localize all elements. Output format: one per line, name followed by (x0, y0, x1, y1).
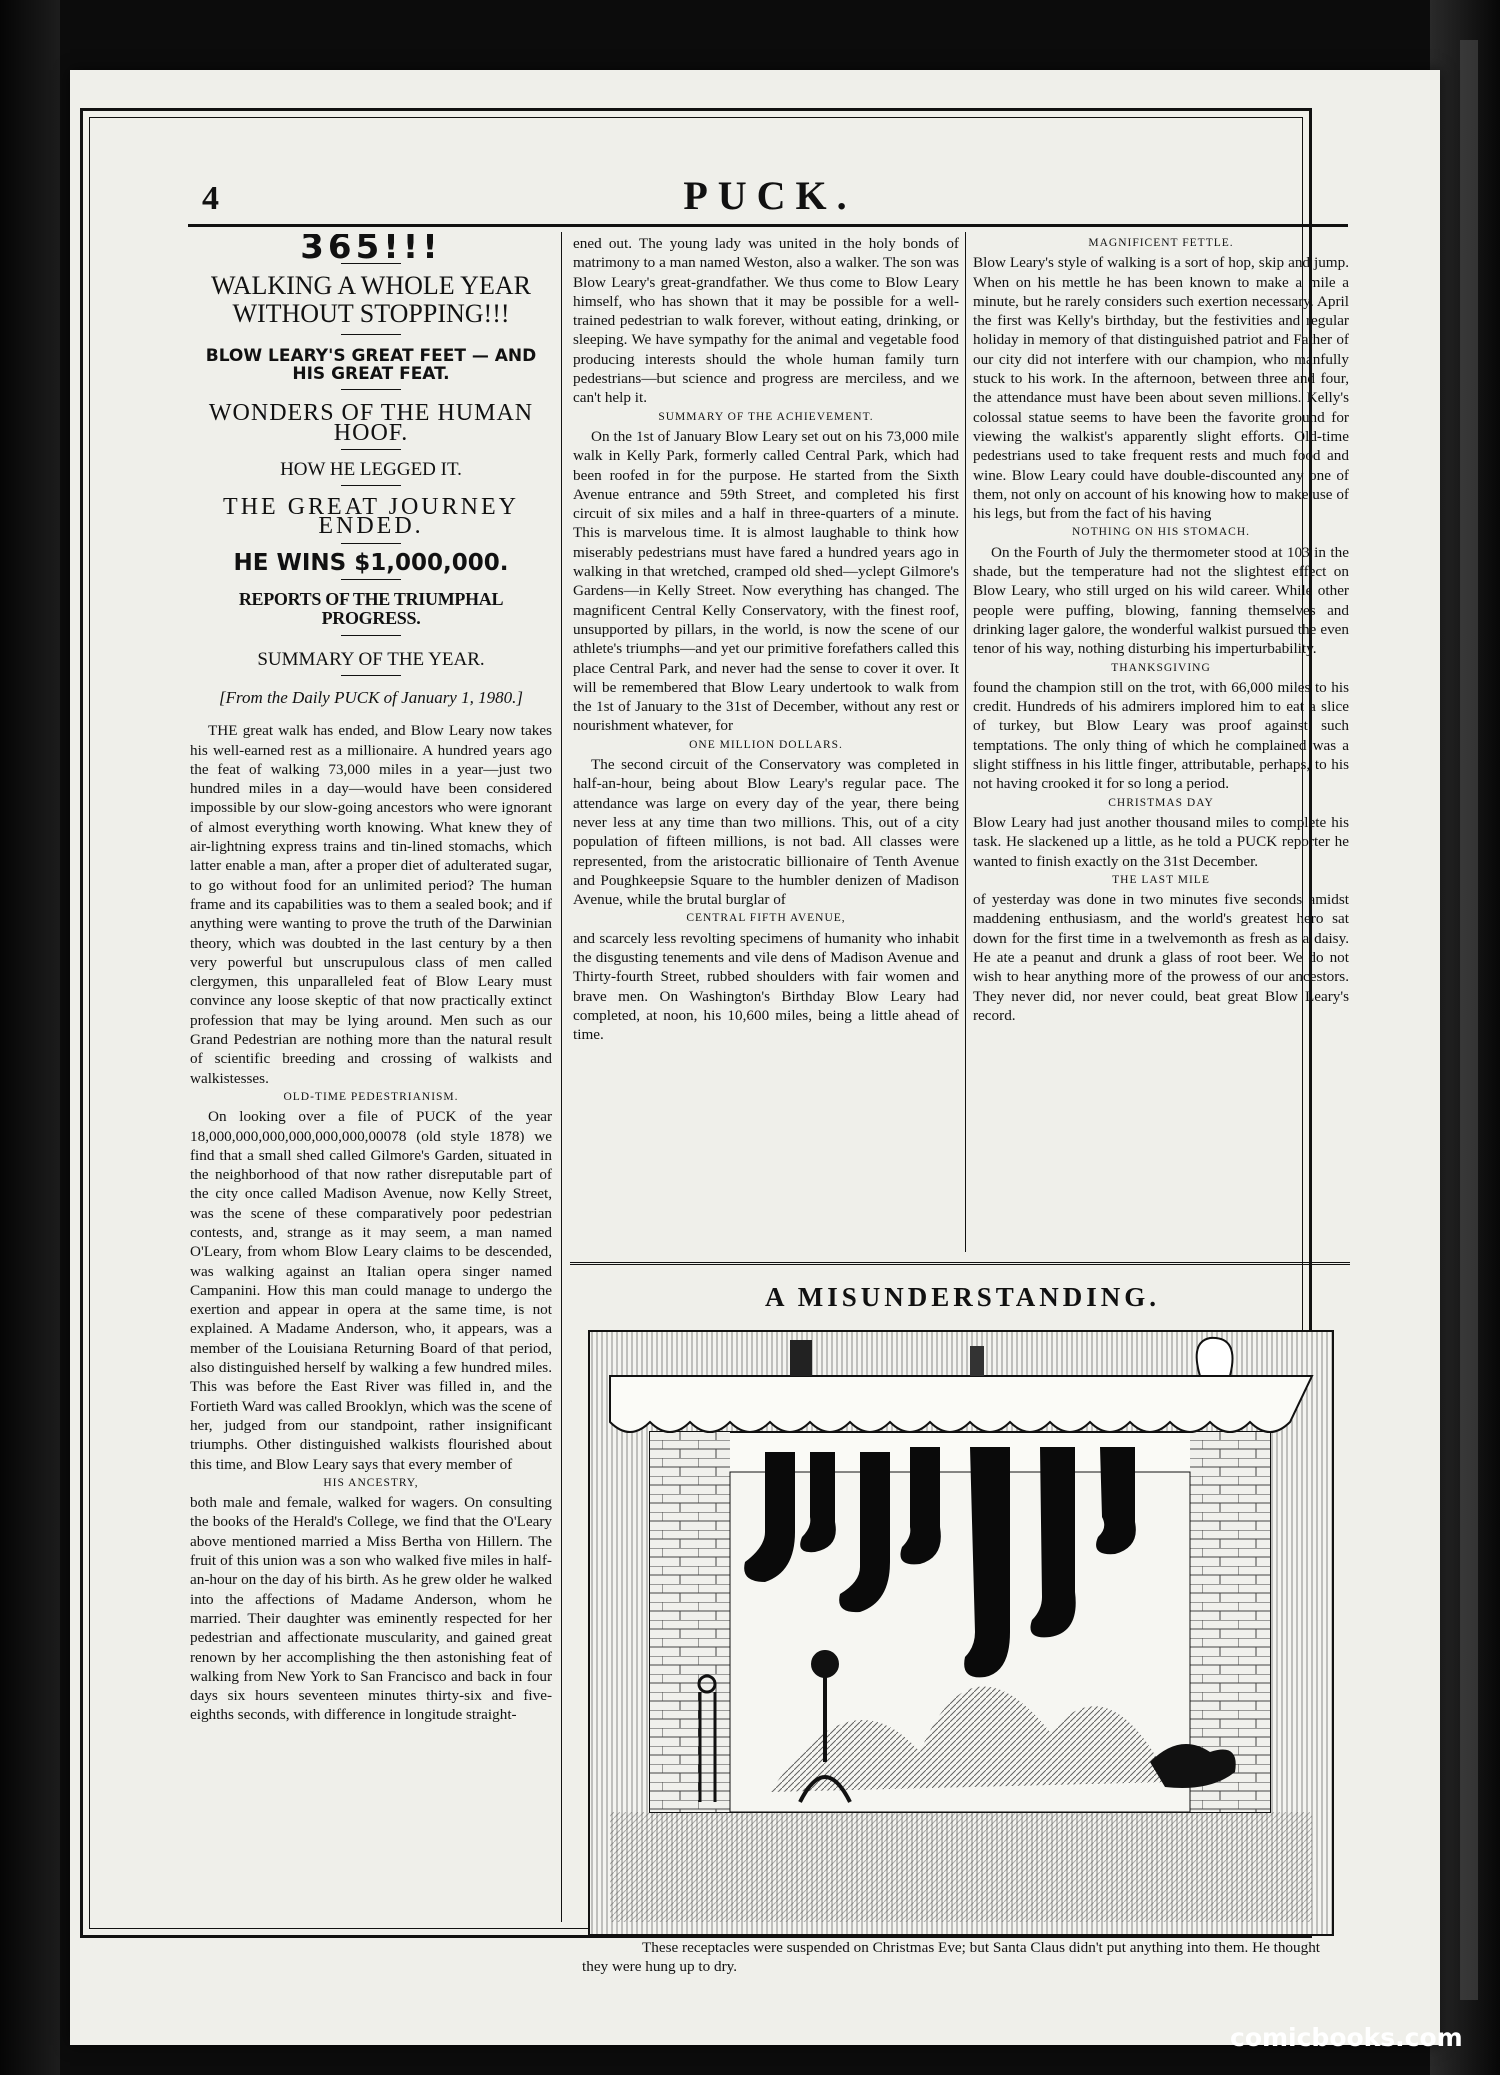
paragraph: Blow Leary had just another thousand miles to complete his task. He slackened up a little, as he told a PUCK reporter he wanted to finish exactly on the 31st December. (973, 813, 1349, 870)
page-number: 4 (202, 180, 219, 217)
illustration-title: A MISUNDERSTANDING. (764, 1282, 1161, 1312)
headline-365: 365!!! (300, 234, 442, 267)
masthead-rule (188, 224, 1348, 227)
subhead-christmas: CHRISTMAS DAY (1108, 796, 1214, 809)
paragraph: and scarcely less revolting specimens of humanity who inhabit the disgusting tenements and vile dens of Madison Avenue and Thirty-fourth Street, rubbed shoulders with fair women and brave men. On Washington's Birthday Blow Leary had completed, at noon, his 10,600 miles, being a little ahead of time. (573, 929, 959, 1044)
paragraph: On looking over a file of PUCK of the year 18,000,000,000,000,000,000,00078 (old style 1878) we find that a small shed called Gilmore's Garden, situated in the neighborhood of that now rather disreputable part of the city once called Madison Avenue, now Kelly Street, was the scene of these comparatively poor pedestrian contests, and, strange as it may seem, a man named O'Leary, from whom Blow Leary claims to be descended, was walking against an Italian opera singer named Campanini. How this man could manage to undergo the exertion and appear in opera at the same time, is not explained. A Madame Anderson, who, it appears, was a member of the Louisiana Returning Board of that period, also distinguished herself by walking a few hundred miles. This was before the East River was filled in, and the Fortieth Ward was called Brooklyn, which was the scene of her, judged from our standpoint, rather insignificant triumphs. Other distinguished walkists flourished about this time, and Blow Leary says that every member of (190, 1108, 552, 1473)
column-rule-2 (965, 232, 966, 1252)
headline-summary: SUMMARY OF THE YEAR. (257, 648, 485, 670)
paragraph: Blow Leary's style of walking is a sort of hop, skip and jump. When on his mettle he has been known to make a mile a minute, but he rarely considers such exertion necessary. April the first was Kelly's birthday, but the festivities and regular holiday in memory of that distinguished patriot and Father of our city did not interfere with our champion, who manfully stuck to his work. In the afternoon, between three and four, the attendance must have been about seven millions. Kelly's colossal statue seems to have been the favorite ground for viewing the walkist's apparently slight efforts. Old-time pedestrians used to take frequent rests and much food and wine. Blow Leary could have double-discounted any one of them, not only on account of his knowing how to make use of his legs, but from the fact of his having (973, 254, 1349, 523)
headline-wonders: WONDERS OF THE HUMAN HOOF. (208, 400, 534, 446)
subhead-fettle: MAGNIFICENT FETTLE. (1088, 237, 1234, 249)
subhead-last-mile: THE LAST MILE (1112, 873, 1210, 886)
book-spine (1460, 40, 1478, 2000)
paragraph: On the Fourth of July the thermometer stood at 103 in the shade, but the temperature had not the slightest effect on Blow Leary, who still urged on his wild career. While other people were puffing, blowing, fanning themselves and drinking lager galore, the wonderful walkist pursued the even tenor of his way, nothing disturbing his imperturbability. (973, 543, 1349, 658)
dateline: [From the Daily PUCK of January 1, 1980.] (219, 687, 523, 707)
subhead-million: ONE MILLION DOLLARS. (689, 738, 843, 751)
column-3 (973, 234, 1349, 1244)
headline-legged: HOW HE LEGGED IT. (280, 458, 462, 480)
headline-blow-leary: BLOW LEARY'S GREAT FEET — AND HIS GREAT FEAT. (205, 346, 537, 385)
paragraph: found the champion still on the trot, with 66,000 miles to his credit. Hundreds of his admirers implored him to eat a slice of turkey, but Blow Leary was proof against such temptations. The only thing of which he complained was a slight stiffness in his little finger, attributable, perhaps, to his not having crooked it for so long a period. (973, 678, 1349, 793)
column-rule-1 (561, 232, 562, 1922)
paragraph: of yesterday was done in two minutes five seconds amidst maddening enthusiasm, and the world's greatest hero sat down for the first time in a twelvemonth as fresh as a daisy. He ate a peanut and drunk a glass of root beer. We do not wish to hear anything more of the prowess of our ancestors. They never did, nor never could, beat great Blow Leary's record. (973, 891, 1349, 1024)
subhead-ancestry: HIS ANCESTRY, (323, 1476, 419, 1489)
fireplace-illustration (588, 1330, 1334, 1936)
subhead-stomach: NOTHING ON HIS STOMACH. (1071, 526, 1251, 539)
headline-journey: THE GREAT JOURNEY ENDED. (223, 494, 519, 540)
masthead: PUCK. (683, 173, 857, 218)
subhead-achievement: SUMMARY OF THE ACHIEVEMENT. (658, 410, 874, 423)
paragraph: On the 1st of January Blow Leary set out on his 73,000 mile walk in Kelly Park, formerly called Central Park, which had been roofed in for the purpose. He started from the Sixth Avenue entrance and 59th Street, and completed his first circuit of six miles and a half in three-quarters of a minute. This is marvelous time. It is almost laughable to think how miserably pedestrians must have fared a hundred years ago in walking in that wretched, cramped old shed—yclept Gilmore's Gardens—in Kelly Street. Now everything has changed. The magnificent Central Kelly Conservatory, with the finest roof, unsupported by pillars, in the world, is now the scene of our athlete's triumphs—and yet our primitive forefathers called this place Central Park, and never had the sense to cover it over. It will be remembered that Blow Leary undertook to walk from the 1st of January to the 31st of December, without any rest or nourishment whatever, for (573, 427, 959, 735)
paragraph: ened out. The young lady was united in the holy bonds of matrimony to a man named Weston, also a walker. The son was Blow Leary's great-grandfather. We thus come to Blow Leary himself, who has shown that it may be possible for a well-trained pedestrian to walk forever, without eating, drinking, or sleeping. We have sympathy for the animal and vegetable food producing interests should the whole human family turn pedestrians—but science and progress are merciless, and we can't help it. (573, 235, 959, 407)
subhead-thanksgiving: THANKSGIVING (1111, 661, 1211, 674)
column-2 (573, 234, 959, 1244)
headline-reports: REPORTS OF THE TRIUMPHAL PROGRESS. (238, 589, 504, 629)
paragraph: both male and female, walked for wagers. On consulting the books of the Herald's College, we find that the O'Leary above mentioned married a Miss Bertha von Hillern. The fruit of this union was a son who walked five miles in half-an-hour on the day of his birth. As he grew older he walked into the affections of Madame Anderson, whom he married. Their daughter was eminently respected for her pedestrian and affectionate muscularity, and gained great renown by her accomplishing the then astonishing feat of walking from New York to San Francisco and back in four days six hours seventeen minutes thirty-six and five-eighths seconds, with difference in longitude straight- (190, 1494, 552, 1724)
subhead-fifth-avenue: CENTRAL FIFTH AVENUE, (686, 912, 846, 925)
headline-wins: HE WINS $1,000,000. (233, 549, 509, 576)
illustration-caption: These receptacles were suspended on Christmas Eve; but Santa Claus didn't put anything into them. He thought they were hung up to dry. (582, 1939, 1321, 1975)
section-rule (570, 1262, 1350, 1265)
paragraph: THE great walk has ended, and Blow Leary now takes his well-earned rest as a millionaire. A hundred years ago the feat of walking 73,000 miles in a year—just two hundred miles in a day—would have been considered impossible by our slow-going ancestors who were ignorant of almost everything worth knowing. What knew they of air-lightning express trains and tin-lined stomachs, which latter enable a man, after a proper diet of adulterated sugar, to go without food for an unlimited period? The human frame and its capabilities was to them a sealed book; and if anything were wanting to prove the truth of the Darwinian theory, which was doubted in the last century by a then very powerful but unscrupulous class of men called clergymen, this unparalleled feat of Blow Leary must convince any loose skeptic of that now practically extinct profession that may be lying around. Men such as our Grand Pedestrian are nothing more than the natural result of scientific breeding and crossing of walkists and walkistesses. (190, 722, 552, 1087)
column-1 (190, 234, 552, 1924)
watermark: comicbooks.com (1230, 2023, 1463, 2052)
paragraph: The second circuit of the Conservatory was completed in half-an-hour, being about Blow Leary's regular pace. The attendance was large on every day of the year, there being never less at any time than two millions. This, out of a city population of fifteen millions, is not bad. All classes were represented, from the aristocratic billionaire of Tenth Avenue and Poughkeepsie Square to the humbler denizen of Madison Avenue, while the brutal burglar of (573, 756, 959, 909)
scan-edge-left (0, 0, 60, 2075)
headline-walking: WALKING A WHOLE YEAR WITHOUT STOPPING!!! (211, 271, 531, 329)
subhead-old-time: OLD-TIME PEDESTRIANISM. (283, 1090, 459, 1103)
